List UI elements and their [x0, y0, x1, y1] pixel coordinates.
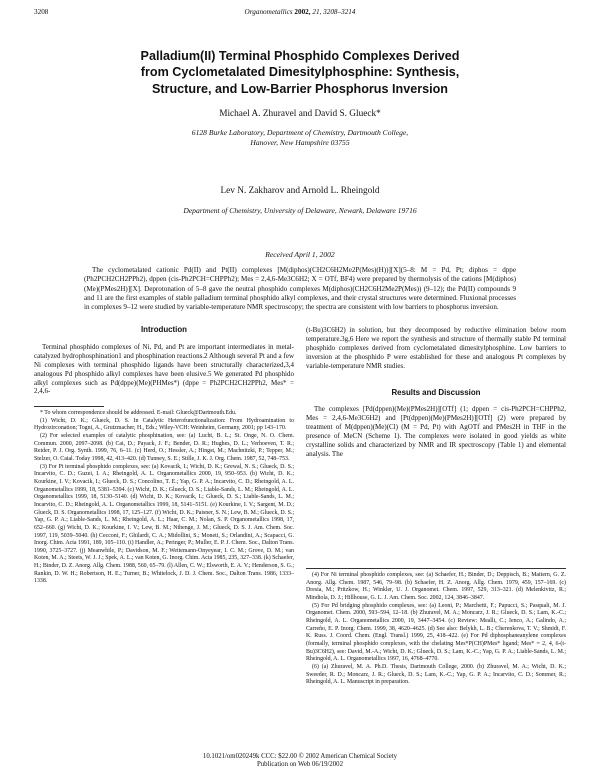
journal-name: Organometallics — [244, 8, 293, 16]
received-date: Received April 1, 2002 — [265, 250, 335, 259]
publication-date: Publication on Web 06/19/2002 — [257, 761, 343, 769]
intro-paragraph: Terminal phosphido complexes of Ni, Pd, and Pt are important intermediates in metal-catalyzed hydrophosphination1 and phosphination reactions.2 Although several Pt and a few Ni complexes with terminal phosphido ligands have been structurally characterized,3,4 analogous Pd phosphido alkyl complexes have been elusive.5 We generated Pd phosphido alkyl complexes such as Pd(dppe)(Me)(PHMes*) (dppe = Ph2PCH2CH2PPh2, Mes* = 2,4,6- — [34, 342, 294, 396]
footnotes-right — [306, 572, 566, 687]
left-column — [34, 326, 294, 396]
journal-citation — [34, 6, 566, 18]
footnote-divider — [34, 406, 104, 407]
right-column — [306, 326, 566, 459]
footnote-divider — [306, 568, 566, 569]
footnote-5: (5) For Pd bridging phosphido complexes, see: (a) Leoni, P.; Marchetti, F.; Papucci, S.; Pasquali, M. J. Organomet. Chem. 2000, 593–594, 12–18. (b) Zhuravel, M. A.; Moncarz, J. R.; Glueck, D. S.; Lam, K.-C.; Rheingold, A. L. Organometallics 2000, 19, 3447–3454. (c) Review: Mealli, C.; Ienco, A.; Galindo, A.; Carreño, E. P. Inorg. Chem. 1999, 38, 4620–4625. (d) See also: Belykh, L. B.; Cherenkova, T. V.; Shmidt, F. K. Russ. J. Coord. Chem. (Engl. Transl.) 1999, 25, 418–422. (e) For Pd diphosphaneanylene complexes (formally, terminal phosphido complexes, with the chelating Mes*P(CH)PMes* ligand; Mes* = 2, 4, 6-(t-Bu)3C6H2), see: David, M.-A.; Wicht, D. K.; Glueck, D. S.; Lam, K.-C.; Yap, G. P. A.; Liable-Sands, L. M.; Rheingold, A. L. Organometallics 1997, 16, 4768–4770. — [306, 602, 566, 663]
section-heading-results: Results and Discussion — [391, 387, 481, 397]
title-line: Palladium(II) Terminal Phosphido Complexes Derived — [140, 49, 460, 63]
footnotes-left — [34, 410, 294, 586]
title-line: Structure, and Low-Barrier Phosphorus Inversion — [151, 81, 448, 96]
affiliation-delaware: Department of Chemistry, University of Delaware, Newark, Delaware 19716 — [183, 206, 417, 215]
journal-year: 2002, — [294, 8, 311, 16]
footnote-3: (3) For Pt terminal phosphido complexes, see: (a) Kovacik, I.; Wicht, D. K.; Grewal, N. S.; Glueck, D. S.; Incarvito, C. D.; Guzei, I. A.; Rheingold, A. L. Organometallics 2000, 19, 950–953. (b) Wicht, D. K.; Kourkine, I. V.; Kovacik, I.; Glueck, D. S.; Concolino, T. E.; Yap, G. P. A.; Incarvito, C. D.; Rheingold, A. L. Organometallics 1999, 18, 5381–5394. (c) Wicht, D. K.; Glueck, D. S.; Liable-Sands, L. M.; Rheingold, A. L. Organometallics 1999, 18, 5130–5140. (d) Wicht, D. K.; Kovacik, I.; Glueck, D. S.; Liable-Sands, L. M.; Incarvito, C. D.; Rheingold, A. L. Organometallics 1999, 18, 5141–5151. (e) Kourkine, I. V.; Sargent, M. D.; Glueck, D. S. Organometallics 1998, 17, 125–127. (f) Wicht, D. K.; Paisner, S. N.; Lew, B. M.; Glueck, D. S.; Yap, G. P. A.; Liable-Sands, L. M.; Rheingold, A. L.; Haar, C. M.; Nolan, S. P. Organometallics 1998, 17, 652–660. (g) Wicht, D. K.; Kourkine, I. V.; Lew, B. M.; Nthenge, J. M.; Glueck, D. S. J. Am. Chem. Soc. 1997, 119, 5039–5040. (h) Cecconi, F.; Ghilardi, C. A.; Midollini, S.; Moneti, S.; Orlandini, A.; Scapacci, G. Inorg. Chim. Acta 1991, 189, 105–110. (i) Handler, A.; Peringer, P.; Muller, E. P. J. Chem. Soc., Dalton Trans. 1990, 3725–3727. (j) Meanwhile, P.; Davidson, M. F.; Weitemann-Onyeyear, I. C. M.; Grove, D. M.; van Koten, M. A.; Steets, W. J. J.; Spek, A. L.; van Koten, G. Inorg. Chim. Acta 1985, 235, 327–338. (k) Schaefer, H.; Binder, D. Z. Anorg. Allg. Chem. 1988, 560, 65–79. (l) Allen, C. W.; Elsworth, E. A. V.; Henderson, S. G.; Rankin, D. W. H.; Robertson, H. E.; Turner, B.; Whitelock, J. D. J. Chem. Soc., Dalton Trans. 1986, 1333–1338. — [34, 463, 294, 585]
doi-copyright: 10.1021/om020249k CCC: $22.00 © 2002 American Chemical Society — [202, 753, 398, 760]
section-heading-introduction: Introduction — [140, 325, 188, 334]
footnote-2: (2) For selected examples of catalytic phosphination, see: (a) Lucht, B. L.; St. Onge, N. O. Chem. Commun. 2000, 2097–2098. (b) Cai, D.; Payack, J. F.; Bender, D. R.; Hughes, D. L.; Verhoeven, T. R.; Reider, P. J. Org. Synth. 1999, 76, 6–11. (c) Herd, O.; Hessler, A.; Hingst, M.; Machnitzki, P.; Tepper, M.; Stelzer, O. Catal. Today 1998, 42, 413–420. (d) Tunney, S. E.; Stille, J. K. J. Org. Chem. 1987, 52, 748–753. — [34, 432, 294, 462]
title-line: from Cyclometalated Dimesitylphosphine: Synthesis, — [140, 65, 460, 80]
running-header — [34, 6, 566, 18]
intro-continuation: (t-Bu)3C6H2) in solution, but they decomposed by reductive elimination below room temperature.3g,6 Here we report the synthesis and structure of thermally stable Pd terminal phosphido complexes derived from cyclometalated dimesitylphosphine. Low barriers to inversion at the phosphido P were established for these and analogous Pt complexes by variable-temperature NMR studies. — [306, 326, 566, 370]
abstract: The cyclometalated cationic Pd(II) and Pt(II) complexes [M(diphos)(CH2C6H2Me2P(Mes)(H))][X](5–8: M = Pd, Pt; diphos = dppe (Ph2PCH2CH2PPh2), dppen (cis-Ph2PCH=CHPPh2); Mes = 2,4,6-Me3C6H2; X = OTf, BF4) were prepared by thermolysis of the cations [M(diphos)(Me)(PMes2H)][X]. Deprotonation of 5–8 gave the neutral phosphido complexes M(diphos)(CH2C6H2Me2P(Mes)) (9–12); the Pd(II) compounds 9 and 11 are the first examples of stable palladium terminal phosphido alkyl complexes, and their crystal structures were determined. Fluxional processes in complexes 9–12 were studied by variable-temperature NMR spectroscopy; the spectra are consistent with low barriers to phosphorus inversion. — [84, 266, 516, 312]
affiliation-line: Hanover, New Hampshire 03755 — [250, 137, 350, 147]
footnote-4: (4) For Ni terminal phosphido complexes, see: (a) Schaefer, H.; Binder, D.; Deppisch, B.; Mattern, G. Z. Anorg. Allg. Chem. 1987, 546, 79–98. (b) Schaefer, H. Z. Anorg. Allg. Chem. 1979, 459, 157–169. (c) Dresia, M.; Pritzkow, H.; Winkler, U. J. Organomet. Chem. 1997, 529, 313–321. (d) Melenkivitz, R.; Mindiola, D. J.; Hillhouse, G. L. J. Am. Chem. Soc. 2002, 124, 3846–3847. — [306, 572, 566, 601]
footnote-correspondence: * To whom correspondence should be addressed. E-mail: Glueck@Dartmouth.Edu. — [40, 410, 237, 416]
footnote-1: (1) Wicht, D. K.; Glueck, D. S. In Catalytic Heterofunctionalization: From Hydroamination to Hydrozirconation; Togni, A., Grutzmacher, H., Eds.; Wiley-VCH: Weinheim, Germany, 2001; pp 143–170. — [34, 417, 294, 432]
journal-volume-pages: 21, 3208–3214 — [312, 8, 356, 16]
affiliation-line: 6128 Burke Laboratory, Department of Chemistry, Dartmouth College, — [191, 128, 409, 137]
results-paragraph: The complexes [Pd(dppen)(Me)(PMes2H)][OTf] (1; dppen = cis-Ph2PCH=CHPPh2, Mes = 2,4,6-Me3C6H2) and [Pt(dppen)(Me)(PMes2H)][OTf] (2) were prepared by treatment of M(dppen)(Me)(Cl) (M = Pd, Pt) with AgOTf and PMes2H in THF in the presence of MeCN (Scheme 1). The complexes were isolated in good yields as white crystalline solids and characterized by NMR and IR spectroscopy (Table 1) and elemental analysis. The — [306, 405, 566, 458]
page-number: 3208 — [34, 8, 49, 16]
author-list-primary: Michael A. Zhuravel and David S. Glueck* — [219, 109, 381, 119]
footnote-6: (6) (a) Zhuravel, M. A. Ph.D. Thesis, Dartmouth College, 2000. (b) Zhuravel, M. A.; Wicht, D. K.; Sweeder, R. D.; Moncarz, J. R.; Glueck, D. S.; Lam, K.-C.; Yap, G. P. A.; Incarvito, C. D.; Sommer, R.; Rheingold, A. L. Manuscript in preparation. — [306, 663, 566, 686]
author-list-secondary: Lev N. Zakharov and Arnold L. Rheingold — [220, 186, 380, 196]
affiliation-dartmouth — [40, 128, 560, 147]
article-title — [40, 48, 560, 97]
page-footer — [100, 753, 500, 770]
